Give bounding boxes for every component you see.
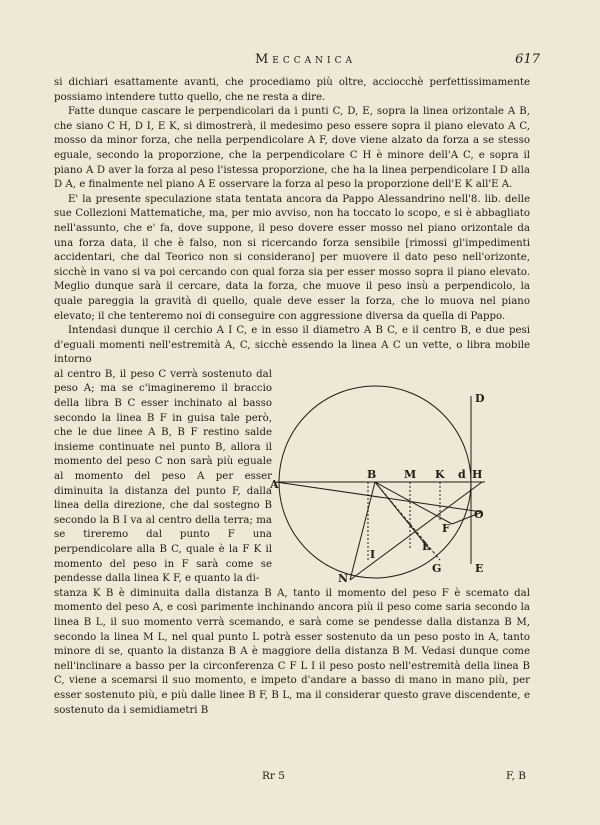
paragraph-after-figure: stanza K B è diminuita dalla distanza B A, tanto il momento del peso F è scemato dal momento del peso A, e così parimente inchinando ancora più il peso come saria secondo la linea B L, il suo momento verrà scemando, e sarà come se pendesse dalla distanza B M, secondo la linea M L, nel qual punto L potrà esser sostenuto da un peso posto in A, tanto minore di se, quanto la distanza B A è maggiore della distanza B M. Vedasi dunque come nell'inclinare a basso per la circonferenza C F L I il peso posto nell'estremità della linea B C, viene a scemarsi il suo momento, e impeto d'andare a basso di mano in mano più, per esser sostenuto più, e più dalle linee B F, B L, ma il considerar questo grave discendente, e sostenuto da i semidiametri B — [54, 587, 530, 716]
geometric-figure — [270, 382, 502, 592]
label-D: D — [475, 392, 485, 405]
wrapped-text-column: al centro B, il peso C verrà sostenuto dal peso A; ma se c'imagineremo il braccio della libra B C esser inchinato al basso secondo la linea B F in guisa tale però, che le due linee A B, B F restino salde insieme continuate nel punto B, allora il momento del peso C non sarà più eguale al momento del peso A per esser diminuita la distanza del punto F, dalla linea della direzione, che dal sostegno B secondo la B I va al centro della terra; ma se tireremo dal punto F una perpendicolare alla B C, quale è la F K il momento del peso in F sarà come se pendesse dalla linea K F, e quanto la di- — [54, 368, 272, 585]
label-F: F — [442, 522, 450, 535]
paragraph-pappo: E' la presente speculazione stata tentata ancora da Pappo Alessandrino nell'8. lib. delle sue Collezioni Mattematiche, ma, per mio avviso, non ha toccato lo scopo, e si è abbagliato nell'assunto, che e' fa, dove suppone, il peso dovere esser mosso nel piano orizontale da una forza data, il che è falso, non si ricercando forza sensibile [rimossi gl'impedimenti accidentari, che dal Teorico non si considerano] per muovere il dato peso nell'orizonte, sicchè in vano si va poi cercando con qual forza sia per esser mosso sopra il piano elevato. Meglio dunque sarà il cercare, data la forza, che muove il peso insù a perpendicolo, la quale pareggia la gravità di quello, quale deve esser la forza, che lo muova nel piano elevato; il che tenteremo noi di conseguire con aggressione diversa da quella di Pappo. — [54, 193, 530, 322]
label-M: M — [404, 468, 417, 481]
label-L: L — [422, 540, 430, 553]
running-header — [60, 52, 540, 72]
label-B: B — [367, 468, 377, 481]
label-O: O — [474, 508, 484, 521]
catchword: F, B — [505, 770, 526, 782]
running-title: Meccanica — [255, 52, 356, 67]
label-d: d — [458, 468, 466, 481]
label-G: G — [432, 562, 442, 575]
label-N: N — [338, 572, 349, 585]
label-E: E — [475, 562, 484, 575]
label-K: K — [435, 468, 445, 481]
paragraph-continuation: si dichiari esattamente avanti, che procediamo più oltre, acciocchè perfettissimamente possiamo intendere tutto quello, che ne resta a dire. — [54, 77, 530, 103]
paragraph-perpendicolari: Fatte dunque cascare le perpendicolari da i punti C, D, E, sopra la linea orizontale A B, che siano C H, D I, E K, si dimostrerà, il medesimo peso essere sopra il piano elevato A C, mosso da minor forza, che nella perpendicolare A F, dove viene alzato da forza a se stesso eguale, secondo la proporzione, che la perpendicolare C H è minore dell'A C, e sopra il piano A D aver la forza al peso l'istessa proporzione, che ha la linea perpendicolare I D alla D A, e finalmente nel piano A E osservare la forza al peso la proporzione dell'E K all'E A. — [54, 106, 530, 191]
line-BN — [350, 482, 375, 580]
label-A: A — [270, 478, 279, 491]
label-H: H — [472, 468, 483, 481]
page-number: 617 — [515, 52, 540, 67]
signature-mark: Rr 5 — [262, 770, 285, 782]
line-N-to-H — [350, 482, 482, 580]
page-footer — [56, 770, 530, 786]
paragraph-cerchio: Intendasi dunque il cerchio A I C, e in esso il diametro A B C, e il centro B, e due pesi d'eguali momenti nell'estremità A, C, sicchè essendo la linea A C un vette, o libra mobile intorno — [54, 325, 530, 366]
label-I: I — [370, 548, 376, 561]
